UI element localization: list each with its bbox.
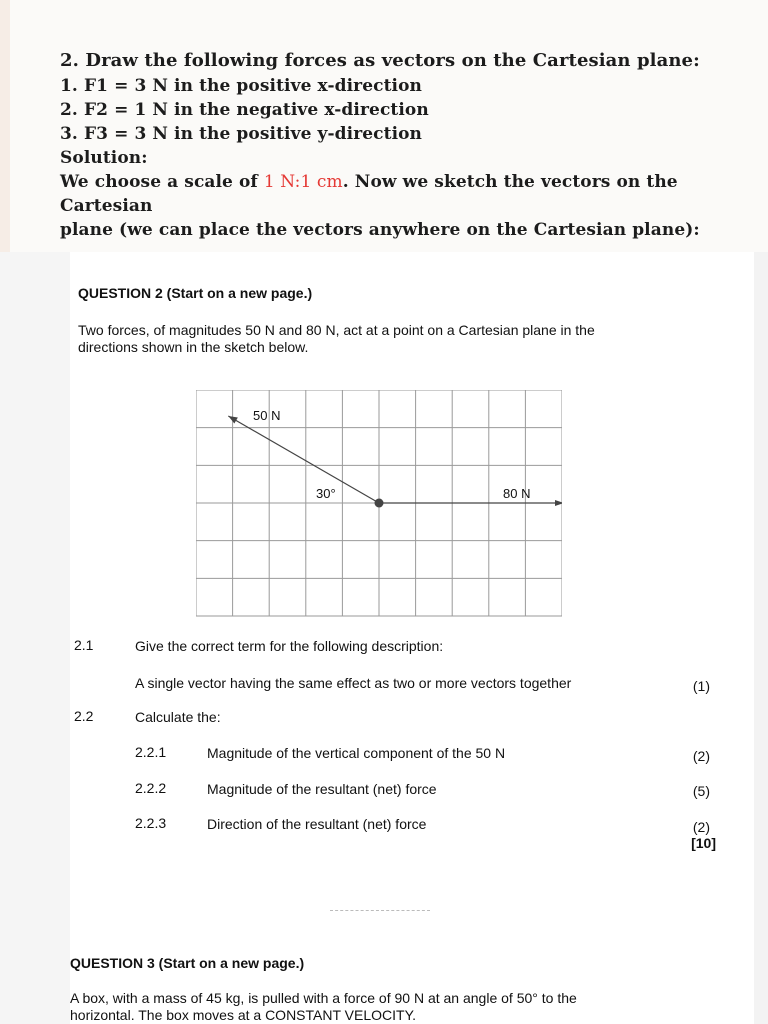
q2-intro-2: directions shown in the sketch below. [78,339,309,355]
scale-after: . Now we sketch the vectors on the [342,172,678,192]
q223-number: 2.2.3 [135,815,167,831]
q21-mark: (1) [692,678,710,694]
q221-number: 2.2.1 [135,744,167,760]
q21-description: A single vector having the same effect as two or more vectors together [135,675,572,691]
plane-line: plane (we can place the vectors anywhere on the Cartesian plane): [60,220,700,240]
upper-item-2: 2. F2 = 1 N in the negative x-direction [60,100,429,120]
q222-number: 2.2.2 [135,780,167,796]
page-edge [0,0,10,252]
label-angle: 30° [316,486,336,501]
q21-number: 2.1 [74,637,94,653]
origin-point [375,499,384,508]
upper-item-3: 3. F3 = 3 N in the positive y-direction [60,124,423,144]
q22-text: Calculate the: [135,709,221,725]
solution-label: Solution: [60,148,148,168]
label-80n: 80 N [503,486,531,501]
q3-line-1: A box, with a mass of 45 kg, is pulled with a force of 90 N at an angle of 50° to the [70,990,577,1006]
scale-before: We choose a scale of [60,172,264,192]
q2-total: [10] [691,835,716,851]
faded-divider [330,910,430,911]
right-margin-shade [754,252,768,1024]
q223-mark: (2) [692,819,710,835]
q222-mark: (5) [692,783,710,799]
upper-item-1: 1. F1 = 3 N in the positive x-direction [60,76,422,96]
label-50n: 50 N [253,408,281,423]
left-margin-shade [0,252,70,1024]
q2-intro-1: Two forces, of magnitudes 50 N and 80 N, act at a point on a Cartesian plane in the [78,322,595,338]
force-diagram [196,390,562,620]
q221-text: Magnitude of the vertical component of the 50 N [207,745,506,761]
upper-heading: 2. Draw the following forces as vectors on the Cartesian plane: [60,50,700,71]
q3-line-2: horizontal. The box moves at a CONSTANT VELOCITY. [70,1007,416,1023]
cartesian-line: Cartesian [60,196,153,216]
q223-text: Direction of the resultant (net) force [207,816,427,832]
arrowhead-80n [555,500,562,506]
q21-text: Give the correct term for the following description: [135,638,444,654]
q222-text: Magnitude of the resultant (net) force [207,781,437,797]
scale-value: 1 N:1 cm [263,172,343,192]
q221-mark: (2) [692,748,710,764]
q2-heading: QUESTION 2 (Start on a new page.) [78,285,313,301]
q22-number: 2.2 [74,708,94,724]
vector-50n [228,416,379,503]
scale-line [60,172,678,192]
q3-heading: QUESTION 3 (Start on a new page.) [70,955,305,971]
